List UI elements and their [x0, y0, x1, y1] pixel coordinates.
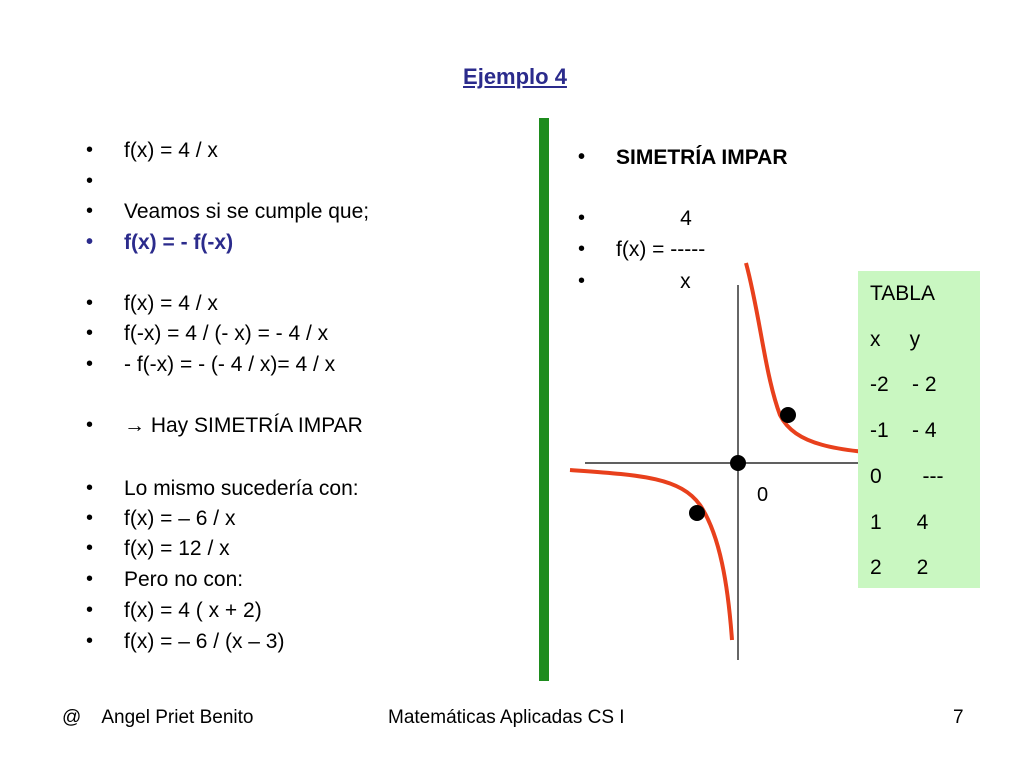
values-table: [858, 271, 980, 588]
list-item-text: f(x) = -----: [616, 238, 706, 261]
bullet-dot: •: [86, 599, 94, 621]
list-item-text: Lo mismo sucedería con:: [124, 477, 359, 500]
bullet-dot: •: [86, 170, 94, 192]
table-row: 2 2: [870, 556, 929, 579]
bullet-dot: •: [86, 322, 94, 344]
list-item-text: f(x) = 12 / x: [124, 537, 230, 560]
footer-page-number: 7: [953, 707, 964, 728]
list-item-text: f(x) = – 6 / (x – 3): [124, 630, 285, 653]
bullet-dot: •: [578, 238, 586, 260]
slide-title: Ejemplo 4: [463, 64, 567, 89]
bullet-dot: •: [86, 414, 94, 436]
list-item-text: → Hay SIMETRÍA IMPAR: [124, 414, 363, 437]
list-item-text: f(x) = – 6 / x: [124, 507, 236, 530]
bullet-dot: •: [86, 537, 94, 559]
bullet-dot: •: [578, 270, 586, 292]
origin-label: 0: [757, 484, 769, 506]
list-item-text: - f(-x) = - (- 4 / x)= 4 / x: [124, 353, 336, 376]
point-negative: [689, 505, 705, 521]
vertical-divider: [539, 118, 549, 681]
bullet-dot: •: [86, 292, 94, 314]
point-positive: [780, 407, 796, 423]
table-row: 0 ---: [870, 465, 944, 488]
bullet-dot: •: [86, 139, 94, 161]
footer-author: @ Angel Priet Benito: [62, 707, 254, 728]
bullet-dot: •: [578, 146, 586, 168]
list-item-text: f(x) = 4 / x: [124, 139, 218, 162]
list-item-text: Pero no con:: [124, 568, 244, 591]
bullet-dot: •: [578, 207, 586, 229]
list-item-text: 4: [616, 207, 692, 230]
footer-course: Matemáticas Aplicadas CS I: [388, 707, 625, 728]
table-row: 1 4: [870, 511, 929, 534]
list-item-text: Veamos si se cumple que;: [124, 200, 370, 223]
bullet-dot: •: [86, 507, 94, 529]
list-item-text: f(-x) = 4 / (- x) = - 4 / x: [124, 322, 329, 345]
list-item-text: x: [616, 270, 691, 293]
list-item-text: f(x) = - f(-x): [124, 231, 234, 254]
bullet-dot: •: [86, 568, 94, 590]
point-origin: [730, 455, 746, 471]
bullet-dot: •: [86, 231, 94, 253]
bullet-dot: •: [86, 630, 94, 652]
curve-branch-negative: [570, 470, 732, 640]
bullet-dot: •: [86, 200, 94, 222]
bullet-dot: •: [86, 477, 94, 499]
list-item-text: f(x) = 4 ( x + 2): [124, 599, 262, 622]
list-item-text: SIMETRÍA IMPAR: [616, 146, 788, 169]
table-row: -1 - 4: [870, 419, 937, 442]
list-item-text: f(x) = 4 / x: [124, 292, 218, 315]
table-row: TABLA: [870, 282, 935, 305]
table-row: x y: [870, 328, 921, 351]
bullet-dot: •: [86, 353, 94, 375]
table-row: -2 - 2: [870, 373, 937, 396]
